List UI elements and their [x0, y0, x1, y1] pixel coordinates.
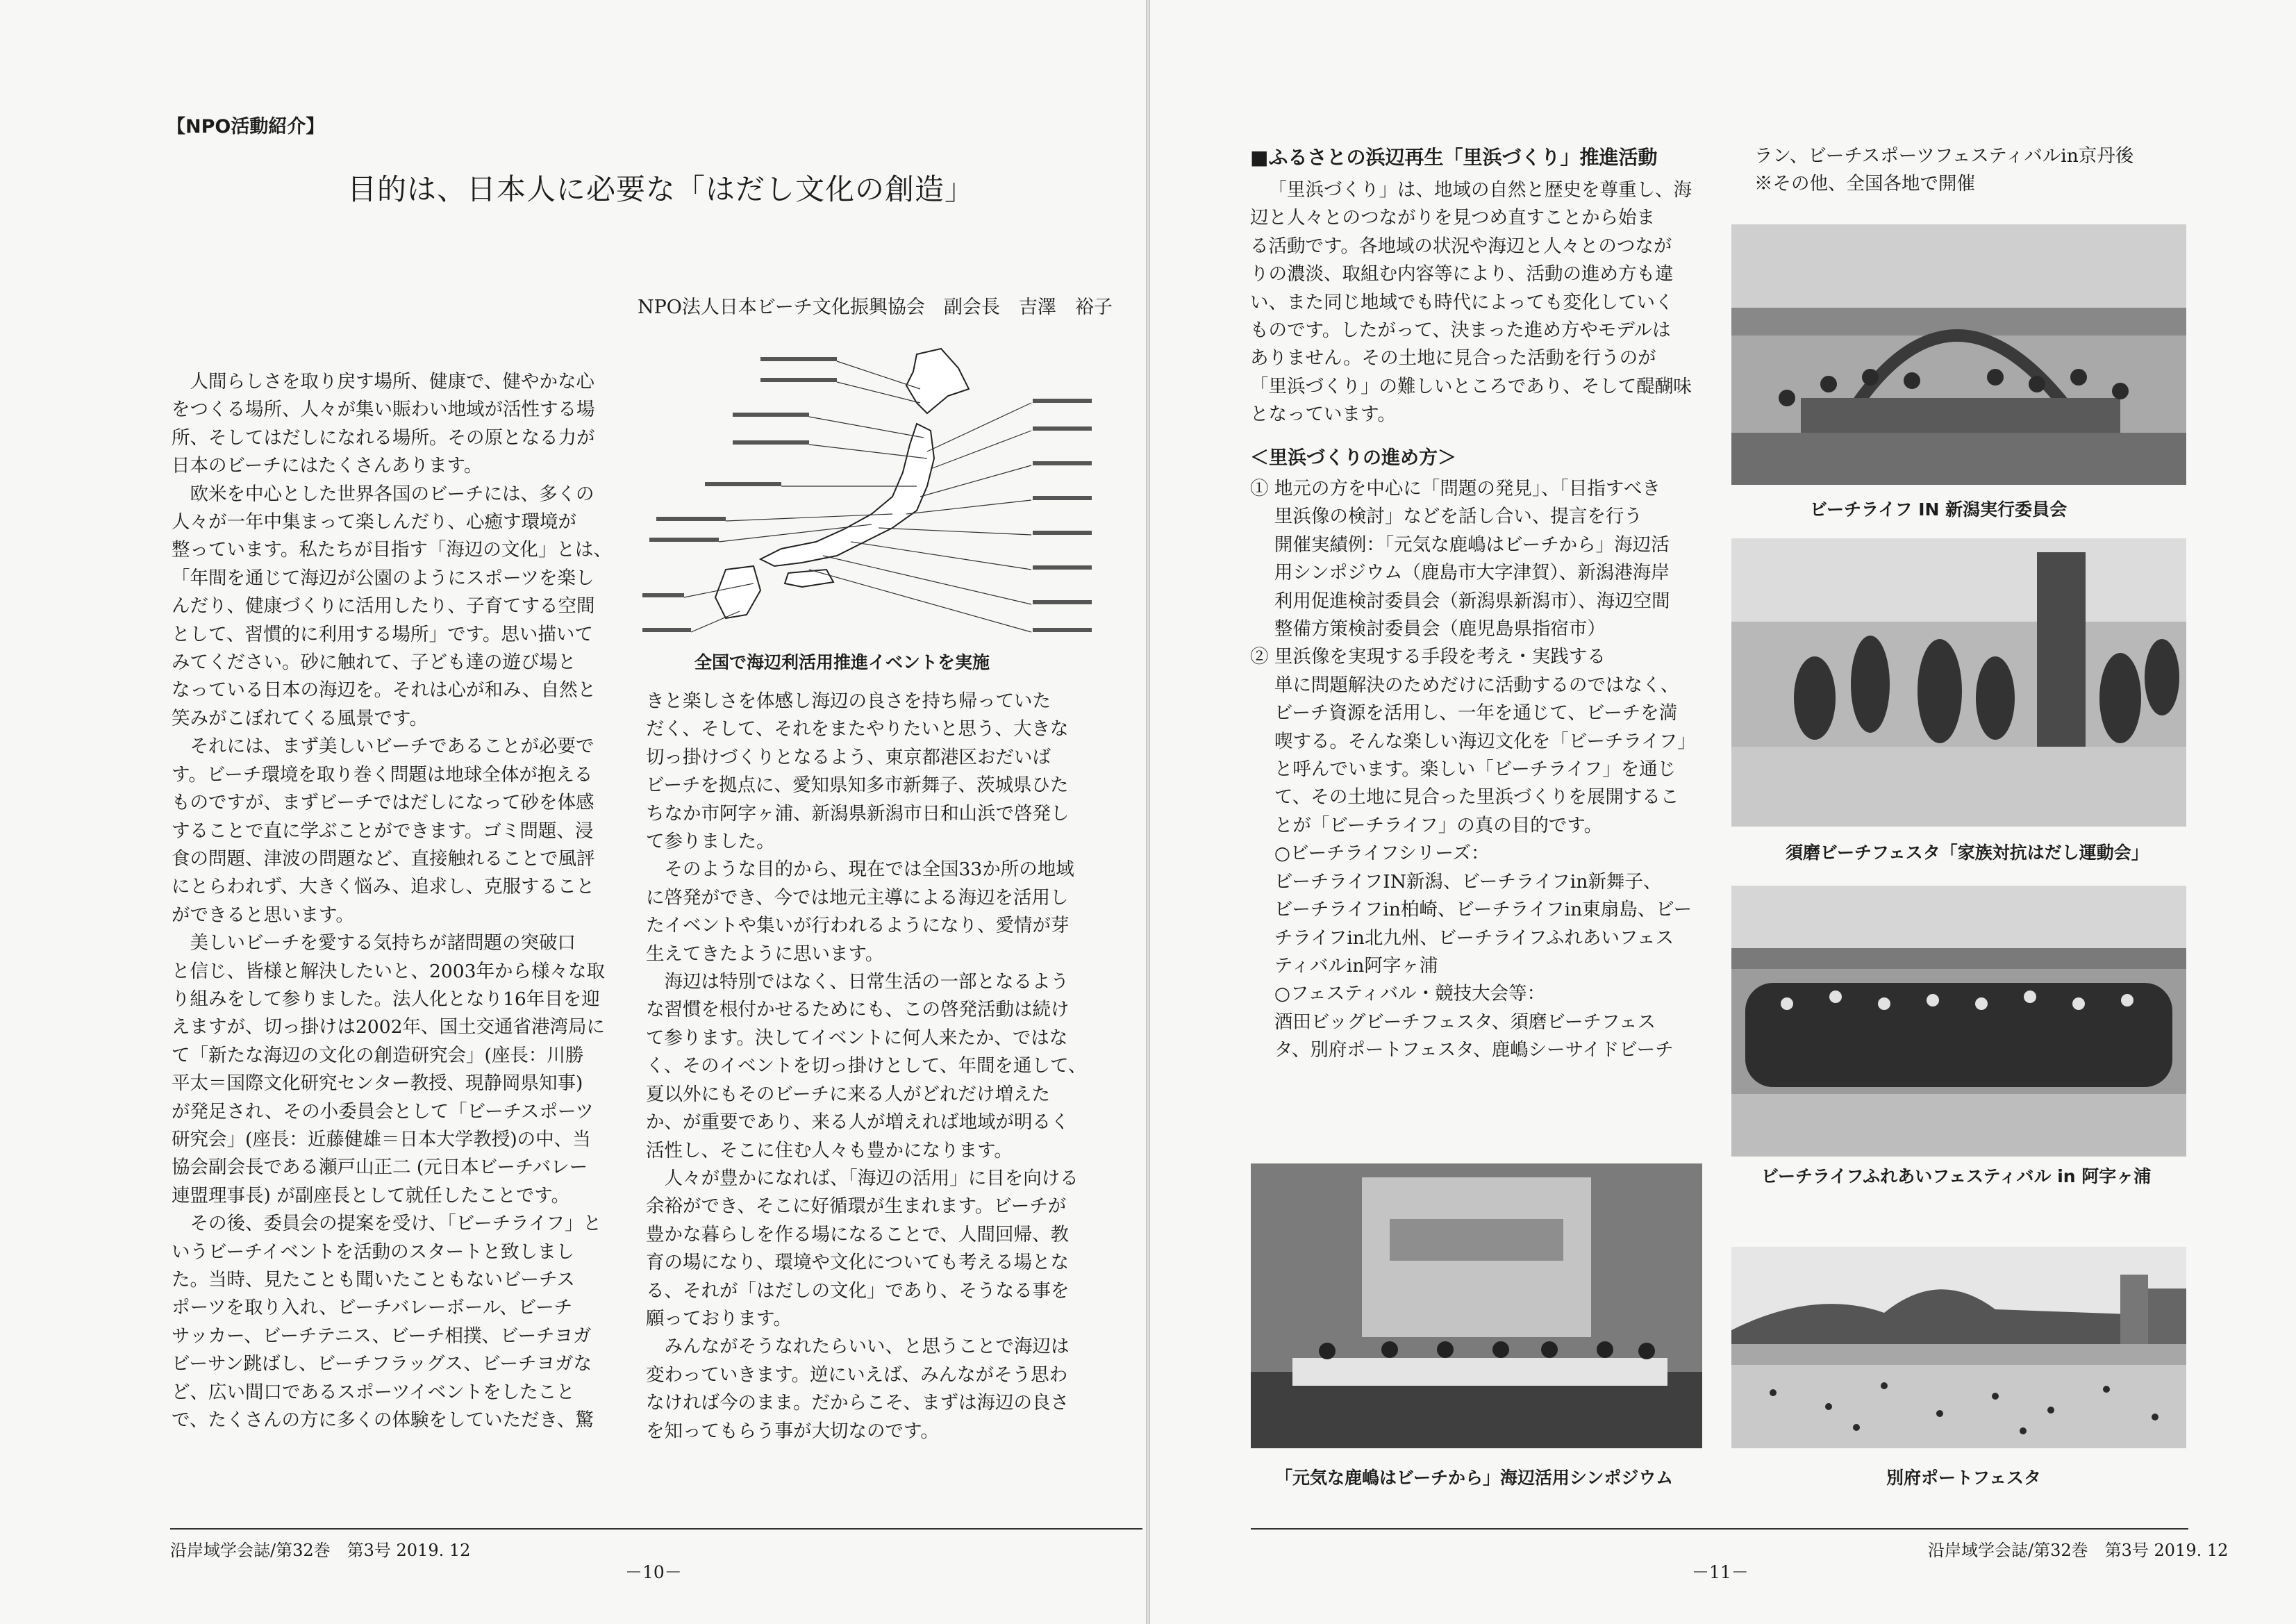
photo-ajigaura [1731, 886, 2186, 1157]
text-line: 「里浜づくり」の難しいところであり、そして醍醐味 [1250, 375, 1692, 397]
text-line: ② 里浜像を実現する手段を考え・実践する [1250, 646, 1606, 668]
photo-suma [1731, 538, 2186, 827]
text-line: ビーチライフIN新潟、ビーチライフin新舞子、 [1250, 870, 1662, 893]
text-line: チライフin北九州、ビーチライフふれあいフェス [1250, 927, 1674, 949]
right-page [1150, 0, 2296, 1624]
text-line: る、それが「はだしの文化」であり、そうなる事を [646, 1279, 1070, 1302]
text-line: く、そのイベントを切っ掛けとして、年間を通して、 [646, 1055, 1087, 1077]
text-line: その後、委員会の提案を受け、「ビーチライフ」と [190, 1213, 602, 1235]
caption-niigata: ビーチライフ IN 新潟実行委員会 [1810, 499, 2068, 520]
text-line: る活動です。各地域の状況や海辺と人々とのつなが [1250, 235, 1672, 257]
left-column-1 [172, 368, 630, 1434]
text-line: い、また同じ地域でも時代によっても変化していく [1250, 291, 1674, 313]
footer-rule [170, 1528, 1142, 1530]
text-line: 用シンポジウム（鹿島市大字津賀）、新潟港海岸 [1250, 562, 1670, 584]
text-line: 里浜像の検討」などを話し合い、提言を行う [1250, 506, 1642, 528]
text-line: ラン、ビーチスポーツフェスティバルin京丹後 [1754, 145, 2134, 167]
text-line: て参ります。決してイベントに何人来たか、ではな [646, 1027, 1068, 1049]
text-line: 食の問題、津波の問題など、直接触れることで風評 [172, 847, 595, 870]
text-line: 利用促進検討委員会（新潟県新潟市）、海辺空間 [1250, 590, 1670, 612]
text-line: 整備方策検討委員会（鹿児島県指宿市） [1250, 618, 1606, 640]
photo-niigata [1731, 224, 2186, 485]
text-line: きと楽しさを体感し海辺の良さを持ち帰っていた [646, 690, 1051, 712]
text-line: す。ビーチ環境を取り巻く問題は地球全体が抱える [172, 763, 593, 786]
caption-beppu: 別府ポートフェスタ [1886, 1468, 2042, 1488]
text-line: にとらわれず、大きく悩み、追求し、克服すること [172, 876, 594, 898]
text-line: 喫する。そんな楽しい海辺文化を「ビーチライフ」 [1250, 730, 1696, 752]
photo-kashima-symposium [1251, 1163, 1702, 1448]
article-title: 目的は、日本人に必要な「はだし文化の創造」 [347, 172, 975, 206]
text-line: ありません。その土地に見合った活動を行うのが [1250, 347, 1656, 370]
caption-kashima: 「元気な鹿嶋はビーチから」海辺活用シンポジウム [1275, 1468, 1674, 1488]
text-line: か、が重要であり、来る人が増えれば地域が明るく [646, 1111, 1070, 1134]
text-line: 活性し、そこに住む人々も豊かになります。 [646, 1139, 1013, 1161]
text-line: た。当時、見たことも聞いたこともないビーチス [172, 1269, 575, 1291]
text-line: ビーチ資源を活用し、一年を通じて、ビーチを満 [1250, 702, 1678, 724]
text-line: 平太＝国際文化研究センター教授、現静岡県知事) [172, 1072, 583, 1095]
text-line: えますが、切っ掛けは2002年、国土交通省港湾局に [172, 1016, 605, 1038]
text-line: することで直に学ぶことができます。ゴミ問題、浸 [172, 820, 594, 842]
text-line: ど、広い間口であるスポーツイベントをしたこと [172, 1381, 575, 1403]
text-line: 育の場になり、環境や文化についても考える場とな [646, 1252, 1069, 1274]
page-number: －10－ [625, 1562, 682, 1582]
text-line: な習慣を根付かせるためにも、この啓発活動は続け [646, 999, 1070, 1021]
text-line: 研究会」(座長：近藤健雄＝日本大学教授)の中、当 [172, 1128, 591, 1150]
text-line: と呼んでいます。楽しい「ビーチライフ」を通じ [1250, 759, 1677, 781]
text-line: 切っ掛けづくりとなるよう、東京都港区おだいば [646, 746, 1051, 768]
text-line: 願っております。 [646, 1307, 792, 1329]
text-line: となっています。 [1250, 404, 1396, 426]
subheading: ＜里浜づくりの進め方＞ [1250, 447, 1456, 469]
text-line: 美しいビーチを愛する気持ちが諸問題の突破口 [190, 932, 576, 954]
text-line: 日本のビーチにはたくさんあります。 [172, 455, 483, 477]
text-line: たイベントや集いが行われるようになり、愛情が芽 [646, 915, 1070, 937]
journal-footer: 沿岸域学会誌/第32巻 第3号 2019. 12 [170, 1541, 471, 1560]
text-line: 生えてきたように思います。 [646, 943, 884, 965]
caption-suma: 須磨ビーチフェスタ「家族対抗はだし運動会」 [1786, 843, 2149, 863]
text-line: りの濃淡、取組む内容等により、活動の進め方も違 [1250, 263, 1674, 285]
text-line: 人々が一年中集まって楽しんだり、心癒す環境が [172, 511, 576, 533]
text-line: 海辺は特別ではなく、日常生活の一部となるよう [664, 971, 1069, 993]
photo-beppu [1731, 1247, 2186, 1448]
text-line: ○ビーチライフシリーズ： [1250, 843, 1490, 865]
text-line: ※その他、全国各地で開催 [1754, 173, 1975, 195]
text-line: そのような目的から、現在では全国33か所の地域 [664, 859, 1074, 881]
text-line: ものですが、まずビーチではだしになって砂を体感 [172, 792, 594, 814]
text-line: ちなか市阿字ヶ浦、新潟県新潟市日和山浜で啓発し [646, 802, 1070, 825]
text-line: が発足され、その小委員会として「ビーチスポーツ [172, 1100, 594, 1122]
text-line: とが「ビーチライフ」の真の目的です。 [1250, 814, 1603, 836]
text-line: みてください。砂に触れて、子ども達の遊び場と [172, 652, 576, 674]
text-line: 「里浜づくり」は、地域の自然と歴史を尊重し、海 [1268, 179, 1692, 201]
text-line: だく、そして、それをまたやりたいと思う、大きな [646, 718, 1069, 740]
text-line: ティバルin阿字ヶ浦 [1250, 954, 1438, 977]
text-line: タ、別府ポートフェスタ、鹿嶋シーサイドビーチ [1250, 1039, 1674, 1061]
steps-list [1250, 475, 1722, 1065]
intro-paragraph [1250, 176, 1708, 429]
text-line: なければ今のまま。だからこそ、まずは海辺の良さ [646, 1392, 1069, 1414]
text-line: て「新たな海辺の文化の創造研究会」(座長：川勝 [172, 1044, 584, 1066]
map-caption: 全国で海辺利活用推進イベントを実施 [694, 652, 990, 672]
text-line: 人々が豊かになれば、「海辺の活用」に目を向ける [664, 1167, 1079, 1189]
text-line: 変わっていきます。逆にいえば、みんながそう思わ [646, 1364, 1068, 1386]
right-column-top [1754, 142, 2185, 199]
text-line: ビーチライフin柏崎、ビーチライフin東扇島、ビー [1250, 899, 1692, 921]
text-line: で、たくさんの方に多くの体験をしていただき、驚 [172, 1409, 594, 1432]
text-line: と信じ、皆様と解決したいと、2003年から様々な取 [172, 960, 605, 982]
text-line: 開催実績例：「元気な鹿嶋はビーチから」海辺活 [1250, 533, 1670, 556]
text-line: いうビーチイベントを活動のスタートと致しまし [172, 1241, 575, 1263]
text-line: ポーツを取り入れ、ビーチバレーボール、ビーチ [172, 1297, 573, 1319]
text-line: なっている日本の海辺を。それは心が和み、自然と [172, 679, 597, 702]
text-line: 辺と人々とのつながりを見つめ直すことから始ま [1250, 207, 1655, 229]
text-line: ビーサン跳ばし、ビーチフラッグス、ビーチヨガな [172, 1353, 592, 1375]
text-line: みんながそうなれたらいい、と思うことで海辺は [664, 1336, 1070, 1358]
text-line: 連盟理事長) が副座長として就任したことです。 [172, 1184, 570, 1207]
article-author: NPO法人日本ビーチ文化振興協会 副会長 吉澤 裕子 [638, 297, 1113, 318]
text-line: 整っています。私たちが目指す「海辺の文化」とは、 [172, 539, 612, 561]
page-number: －11－ [1692, 1562, 1749, 1582]
text-line: 「年間を通じて海辺が公園のようにスポーツを楽し [172, 567, 594, 589]
text-line: 所、そしてはだしになれる場所。その原となる力が [172, 426, 595, 449]
text-line: んだり、健康づくりに活用したり、子育てする空間 [172, 595, 595, 618]
text-line: をつくる場所、人々が集い賑わい地域が活性する場 [172, 399, 595, 421]
text-line: 単に問題解決のためだけに活動するのではなく、 [1250, 674, 1679, 696]
text-line: り組みをして参りました。法人化となり16年目を迎 [172, 988, 600, 1010]
text-line: 豊かな暮らしを作る場になることで、人間回帰、教 [646, 1223, 1069, 1245]
text-line: サッカー、ビーチテニス、ビーチ相撲、ビーチヨガ [172, 1325, 592, 1347]
text-line: ① 地元の方を中心に「問題の発見」、「目指すべき [1250, 478, 1661, 499]
left-column-2 [646, 688, 1104, 1445]
text-line: ものです。したがって、決まった進め方やモデルは [1250, 320, 1671, 342]
text-line: 夏以外にもそのビーチに来る人がどれだけ増えた [646, 1083, 1050, 1105]
journal-footer: 沿岸域学会誌/第32巻 第3号 2019. 12 [1928, 1541, 2229, 1560]
text-line: それには、まず美しいビーチであることが必要で [190, 736, 594, 758]
caption-ajigaura: ビーチライフふれあいフェスティバル in 阿字ヶ浦 [1761, 1166, 2152, 1186]
text-line: 余裕ができ、そこに好循環が生まれます。ビーチが [646, 1195, 1067, 1218]
text-line: て、その土地に見合った里浜づくりを展開するこ [1250, 786, 1679, 809]
text-line: として、習慣的に利用する場所」です。思い描いて [172, 623, 593, 645]
text-line: を知ってもらう事が大切なのです。 [646, 1420, 939, 1442]
section-heading: ■ふるさとの浜辺再生「里浜づくり」推進活動 [1250, 146, 1658, 169]
left-page [0, 0, 1146, 1624]
text-line: 欧米を中心とした世界各国のビーチには、多くの [190, 483, 594, 505]
text-line: ができると思います。 [172, 904, 354, 926]
text-line: に啓発ができ、今では地元主導による海辺を活用し [646, 886, 1069, 909]
text-line: 人間らしさを取り戻す場所、健康で、健やかな心 [190, 371, 594, 392]
japan-map-icon [642, 347, 1094, 646]
text-line: ○フェスティバル・競技大会等： [1250, 983, 1546, 1005]
text-line: て参りました。 [646, 831, 775, 853]
text-line: 酒田ビッグビーチフェスタ、須磨ビーチフェス [1250, 1011, 1656, 1033]
section-tag: 【NPO活動紹介】 [167, 116, 325, 138]
text-line: 笑みがこぼれてくる風景です。 [172, 707, 428, 729]
text-line: 協会副会長である瀬戸山正二 (元日本ビーチバレー [172, 1157, 588, 1179]
text-line: ビーチを拠点に、愛知県知多市新舞子、茨城県ひた [646, 774, 1069, 797]
japan-map-figure [642, 347, 1094, 646]
footer-rule [1251, 1528, 2188, 1530]
